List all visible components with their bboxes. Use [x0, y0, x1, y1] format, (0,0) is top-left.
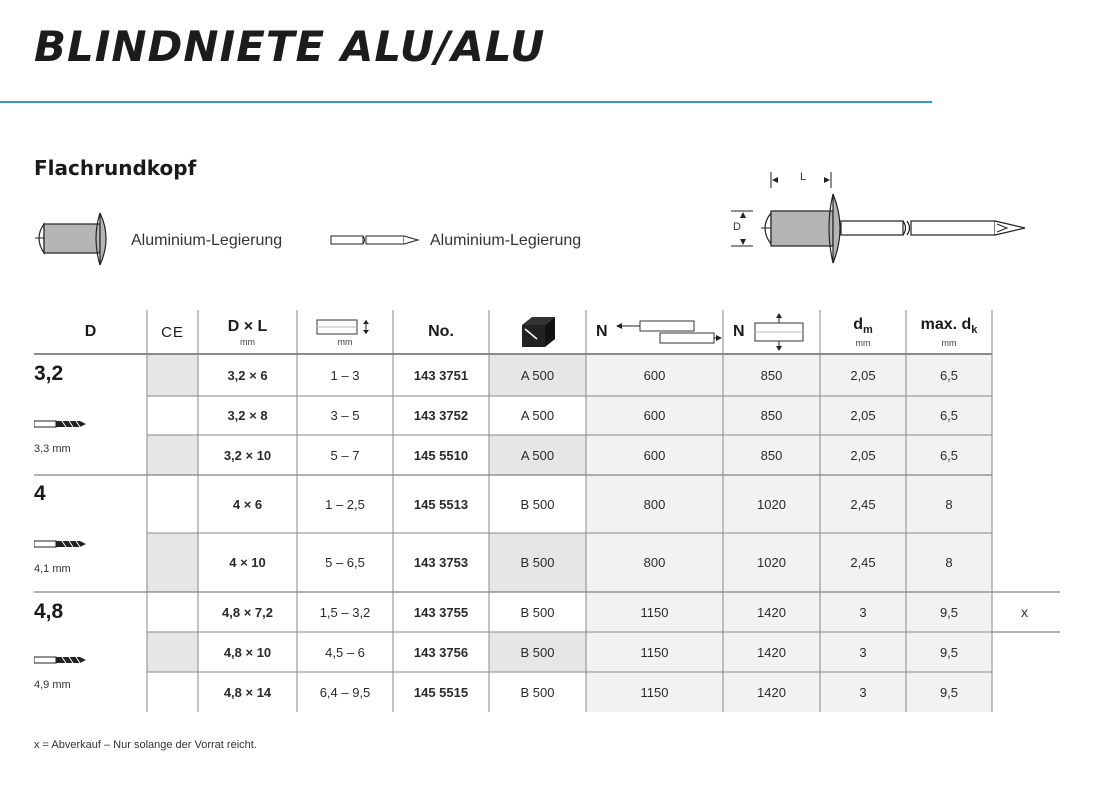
cell-dxl: 4,8 × 10	[223, 644, 272, 660]
cell-package: B 500	[520, 684, 555, 700]
col-header-shear	[586, 310, 723, 354]
col-header-tensile-label: N	[733, 323, 745, 340]
col-header-dk-symbol	[921, 316, 978, 336]
ce-cell	[147, 354, 198, 396]
cell-article-no: 145 5515	[413, 684, 469, 700]
page-title: BLINDNIETE ALU/ALU	[34, 22, 546, 71]
ce-cell	[147, 475, 198, 533]
cell-package: B 500	[489, 632, 586, 672]
col-header-d-label: D	[84, 323, 97, 340]
cell-dm: 2,45	[820, 475, 906, 533]
cell-package: B 500	[520, 496, 555, 512]
cell-grip: 6,4 – 9,5	[319, 684, 371, 700]
title-underline	[0, 101, 932, 103]
cell-dm: 2,05	[820, 396, 906, 435]
cell-dxl: 3,2 × 6	[227, 367, 268, 383]
ce-cell	[147, 396, 198, 435]
tensile-force-icon	[749, 312, 809, 352]
cell-dk: 6,5	[906, 396, 992, 435]
cell-dxl: 4,8 × 7,2	[222, 604, 273, 620]
cell-tensile-force: 1420	[723, 672, 820, 712]
cell-dm: 3	[820, 672, 906, 712]
cell-grip: 4,5 – 6	[325, 644, 365, 660]
cell-tensile-force: 1020	[723, 533, 820, 592]
col-header-grip-unit: mm	[337, 336, 353, 347]
cell-tensile-force: 1420	[723, 632, 820, 672]
cell-grip: 5 – 7	[330, 447, 360, 463]
cell-dk: 6,5	[906, 354, 992, 396]
ce-cell	[147, 632, 198, 672]
cell-dxl: 4,8 × 14	[223, 684, 272, 700]
clearance-marker: x	[1021, 604, 1028, 620]
cell-dm: 3	[820, 592, 906, 632]
diagram-label-d: D	[733, 221, 741, 233]
drill-bit-icon	[34, 656, 86, 664]
col-header-dm-main: d	[853, 316, 863, 334]
col-header-ce	[147, 310, 198, 354]
cell-dm: 2,45	[820, 533, 906, 592]
rivet-dimension-diagram	[725, 168, 1035, 268]
cell-shear-force: 1150	[586, 672, 723, 712]
cell-shear-force: 1150	[586, 632, 723, 672]
ce-cell	[147, 592, 198, 632]
col-header-dk-main: max. d	[920, 316, 972, 334]
cell-dxl: 4 × 6	[232, 496, 263, 512]
cell-tensile-force: 850	[723, 354, 820, 396]
cell-dxl: 4 × 10	[229, 555, 266, 570]
ce-cell	[147, 533, 198, 592]
cell-grip: 1 – 2,5	[325, 496, 365, 512]
cell-package: A 500	[489, 435, 586, 475]
col-header-dm-sub: m	[863, 324, 873, 337]
footnote: x = Abverkauf – Nur solange der Vorrat reicht.	[34, 739, 257, 751]
section-subtitle: Flachrundkopf	[34, 156, 197, 180]
ce-mark-icon: CE	[161, 323, 184, 341]
col-header-dm-unit: mm	[855, 337, 871, 348]
cell-grip: 1 – 3	[330, 367, 360, 383]
cell-package: B 500	[520, 604, 555, 620]
cell-tensile-force: 850	[723, 396, 820, 435]
cell-dk: 8	[906, 533, 992, 592]
col-header-dk	[906, 310, 992, 354]
diagram-label-l: L	[800, 171, 807, 183]
ce-cell	[147, 672, 198, 712]
cell-shear-force: 800	[586, 533, 723, 592]
cell-article-no: 143 3755	[413, 604, 469, 620]
cell-grip: 3 – 5	[330, 408, 360, 423]
cell-shear-force: 1150	[586, 592, 723, 632]
diameter-group-label: 4,8	[34, 600, 64, 623]
col-header-dxl	[198, 310, 297, 354]
cell-dxl: 3,2 × 10	[223, 447, 272, 463]
cell-dm: 2,05	[820, 435, 906, 475]
cell-dk: 8	[906, 475, 992, 533]
drill-bit-icon	[34, 540, 86, 548]
drill-size-label: 3,3 mm	[34, 443, 71, 455]
cell-dxl: 3,2 × 8	[227, 408, 268, 423]
cell-article-no: 143 3753	[413, 555, 469, 570]
col-header-no	[393, 310, 489, 354]
col-header-grip	[297, 310, 393, 354]
cell-package: A 500	[489, 354, 586, 396]
mandrel-icon	[330, 232, 420, 248]
col-header-dm-symbol	[853, 316, 873, 336]
mandrel-material-label: Aluminium-Legierung	[430, 232, 582, 249]
cell-dk: 9,5	[906, 672, 992, 712]
cell-tensile-force: 1420	[723, 592, 820, 632]
cell-dm: 2,05	[820, 354, 906, 396]
cell-article-no: 145 5513	[413, 496, 469, 512]
col-header-dk-sub: k	[971, 324, 978, 337]
cell-shear-force: 800	[586, 475, 723, 533]
drill-size-label: 4,1 mm	[34, 563, 71, 575]
rivet-body-icon	[32, 210, 112, 268]
package-box-icon	[519, 315, 557, 349]
cell-shear-force: 600	[586, 396, 723, 435]
cell-tensile-force: 850	[723, 435, 820, 475]
body-material-label: Aluminium-Legierung	[131, 232, 283, 249]
cell-package: A 500	[520, 408, 555, 423]
col-header-no-label: No.	[428, 323, 454, 340]
drill-size-label: 4,9 mm	[34, 679, 71, 691]
cell-dm: 3	[820, 632, 906, 672]
col-header-dm	[820, 310, 906, 354]
cell-dk: 9,5	[906, 592, 992, 632]
cell-article-no: 145 5510	[413, 447, 469, 463]
cell-dk: 9,5	[906, 632, 992, 672]
cell-grip: 1,5 – 3,2	[319, 604, 371, 620]
col-header-d	[34, 310, 147, 354]
grip-range-icon	[316, 318, 374, 336]
shear-force-icon	[612, 317, 722, 347]
cell-shear-force: 600	[586, 354, 723, 396]
diameter-group-label: 4	[34, 482, 46, 505]
drill-bit-icon	[34, 420, 86, 428]
col-header-dxl-label: D × L	[227, 317, 268, 335]
col-header-tensile	[723, 310, 820, 354]
cell-tensile-force: 1020	[723, 475, 820, 533]
cell-article-no: 143 3751	[413, 367, 469, 383]
cell-shear-force: 600	[586, 435, 723, 475]
ce-cell	[147, 435, 198, 475]
cell-grip: 5 – 6,5	[325, 555, 365, 570]
col-header-shear-label: N	[596, 323, 608, 340]
col-header-dk-unit: mm	[941, 337, 957, 348]
cell-dk: 6,5	[906, 435, 992, 475]
diameter-group-label: 3,2	[34, 362, 64, 385]
cell-article-no: 143 3756	[413, 644, 469, 660]
cell-package: B 500	[489, 533, 586, 592]
cell-article-no: 143 3752	[413, 408, 469, 423]
col-header-box	[489, 310, 586, 354]
col-header-dxl-unit: mm	[240, 336, 255, 347]
